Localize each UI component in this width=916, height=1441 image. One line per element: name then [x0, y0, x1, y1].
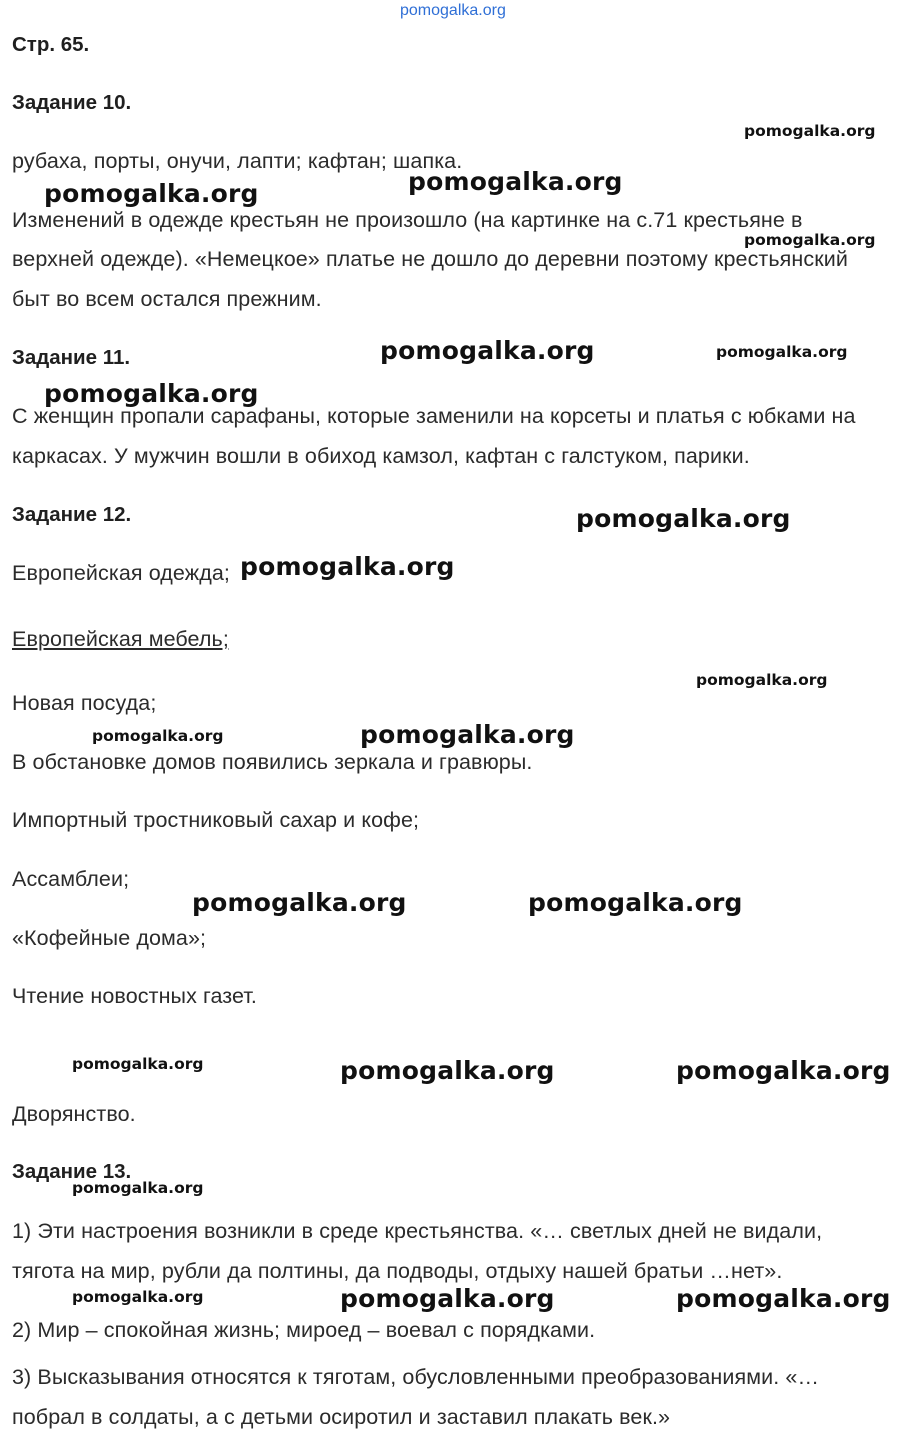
task-10-heading: Задание 10.: [12, 91, 132, 114]
watermark: pomogalka.org: [408, 167, 623, 196]
watermark: pomogalka.org: [380, 336, 595, 365]
watermark: pomogalka.org: [72, 1179, 204, 1197]
watermark: pomogalka.org: [240, 552, 455, 581]
watermark: pomogalka.org: [44, 379, 259, 408]
watermark: pomogalka.org: [528, 888, 743, 917]
task-13-answer-1-line-2: тягота на мир, рубли да полтины, да подводы, отдыху нашей братьи …нет».: [12, 1259, 783, 1283]
task-12-item: Европейская мебель;: [12, 627, 229, 651]
task-10-answer-line: рубаха, порты, онучи, лапти; кафтан; шапка.: [12, 149, 463, 173]
watermark: pomogalka.org: [44, 179, 259, 208]
watermark: pomogalka.org: [744, 231, 876, 249]
task-12-item: Чтение новостных газет.: [12, 984, 258, 1008]
watermark: pomogalka.org: [576, 504, 791, 533]
task-12-heading: Задание 12.: [12, 503, 132, 526]
task-12-item: Европейская одежда;: [12, 561, 230, 585]
task-12-item: Новая посуда;: [12, 691, 157, 715]
task-12-item: В обстановке домов появились зеркала и гравюры.: [12, 750, 533, 774]
task-13-answer-1-line-1: 1) Эти настроения возникли в среде крестьянства. «… светлых дней не видали,: [12, 1219, 823, 1243]
watermark: pomogalka.org: [716, 343, 848, 361]
watermark: pomogalka.org: [340, 1056, 555, 1085]
watermark: pomogalka.org: [360, 720, 575, 749]
watermark: pomogalka.org: [744, 122, 876, 140]
task-12-item: Дворянство.: [12, 1102, 136, 1126]
watermark: pomogalka.org: [696, 671, 828, 689]
task-13-heading: Задание 13.: [12, 1160, 132, 1183]
watermark: pomogalka.org: [676, 1284, 891, 1313]
task-12-item: Импортный тростниковый сахар и кофе;: [12, 808, 420, 832]
task-10-paragraph-line-2: верхней одежде). «Немецкое» платье не дошло до деревни поэтому крестьянский: [12, 247, 848, 271]
task-10-paragraph-line-3: быт во всем остался прежним.: [12, 287, 322, 311]
watermark: pomogalka.org: [676, 1056, 891, 1085]
task-10-paragraph-line-1: Изменений в одежде крестьян не произошло (на картинке на с.71 крестьяне в: [12, 208, 803, 232]
page-label: Стр. 65.: [12, 33, 90, 56]
task-13-answer-2: 2) Мир – спокойная жизнь; мироед – воевал с порядками.: [12, 1318, 596, 1342]
watermark: pomogalka.org: [192, 888, 407, 917]
task-11-line-1: С женщин пропали сарафаны, которые заменили на корсеты и платья с юбками на: [12, 404, 856, 428]
header-watermark: pomogalka.org: [400, 2, 506, 19]
watermark: pomogalka.org: [92, 727, 224, 745]
watermark: pomogalka.org: [340, 1284, 555, 1313]
watermark: pomogalka.org: [72, 1055, 204, 1073]
task-11-line-2: каркасах. У мужчин вошли в обиход камзол, кафтан с галстуком, парики.: [12, 444, 750, 468]
watermark: pomogalka.org: [72, 1288, 204, 1306]
task-11-heading: Задание 11.: [12, 346, 131, 369]
task-13-answer-3-line-1: 3) Высказывания относятся к тяготам, обусловленными преобразованиями. «…: [12, 1365, 820, 1389]
task-13-answer-3-line-2: побрал в солдаты, а с детьми осиротил и заставил плакать век.»: [12, 1405, 671, 1429]
task-12-item: Ассамблеи;: [12, 867, 130, 891]
task-12-item: «Кофейные дома»;: [12, 926, 207, 950]
